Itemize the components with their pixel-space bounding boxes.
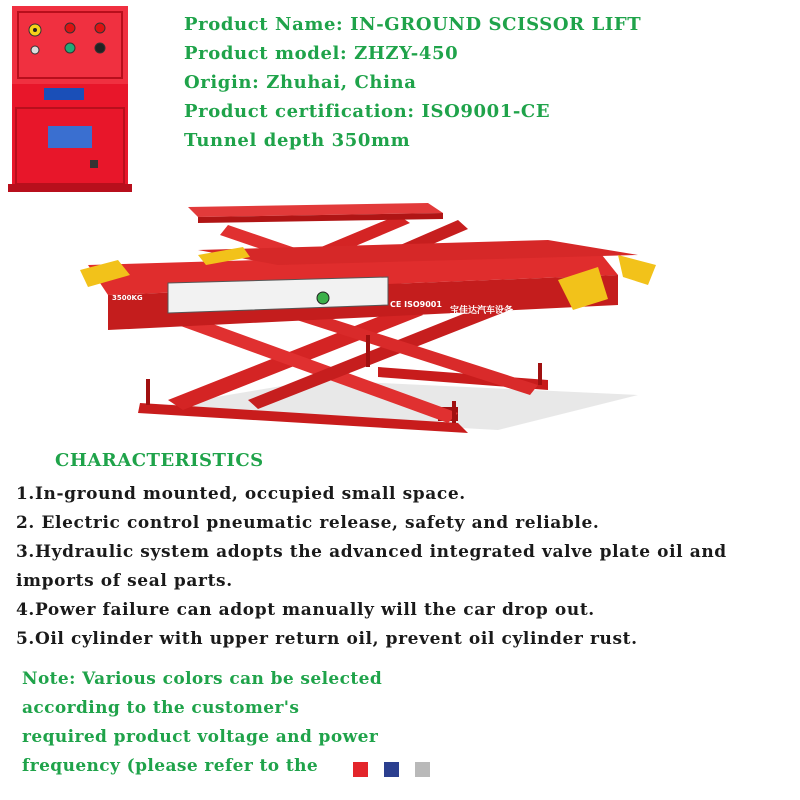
characteristic-item: 4.Power failure can adopt manually will the car drop out.: [16, 600, 595, 620]
characteristic-item: 3.Hydraulic system adopts the advanced integrated valve plate oil and: [16, 542, 727, 562]
button-icon: [65, 23, 75, 33]
button-icon: [95, 23, 105, 33]
product-certification: Product certification: ISO9001-CE: [184, 101, 551, 122]
tunnel-depth: Tunnel depth 350mm: [184, 130, 411, 151]
product-origin: Origin: Zhuhai, China: [184, 72, 417, 93]
color-swatch-gray: [415, 762, 430, 777]
product-name: Product Name: IN-GROUND SCISSOR LIFT: [184, 14, 642, 35]
color-swatch-blue: [384, 762, 399, 777]
characteristic-item: 2. Electric control pneumatic release, safety and reliable.: [16, 513, 600, 533]
note-line: required product voltage and power: [22, 727, 379, 747]
control-cabinet-image: [0, 0, 142, 194]
product-model: Product model: ZHZY-450: [184, 43, 459, 64]
capacity-label: 3500KG: [112, 294, 143, 302]
characteristic-item: 5.Oil cylinder with upper return oil, prevent oil cylinder rust.: [16, 629, 638, 649]
color-swatch-red: [353, 762, 368, 777]
characteristics-title: CHARACTERISTICS: [55, 450, 264, 471]
note-line: according to the customer's: [22, 698, 300, 718]
ce-label: CE ISO9001: [390, 300, 442, 309]
characteristic-item: 1.In-ground mounted, occupied small space.: [16, 484, 466, 504]
scissor-lift-image: [78, 195, 668, 450]
note-line: Note: Various colors can be selected: [22, 669, 383, 689]
note-line: frequency (please refer to the: [22, 756, 319, 776]
brand-label: 宝佳达汽车设备: [450, 306, 514, 316]
characteristic-item-continued: imports of seal parts.: [16, 571, 233, 591]
